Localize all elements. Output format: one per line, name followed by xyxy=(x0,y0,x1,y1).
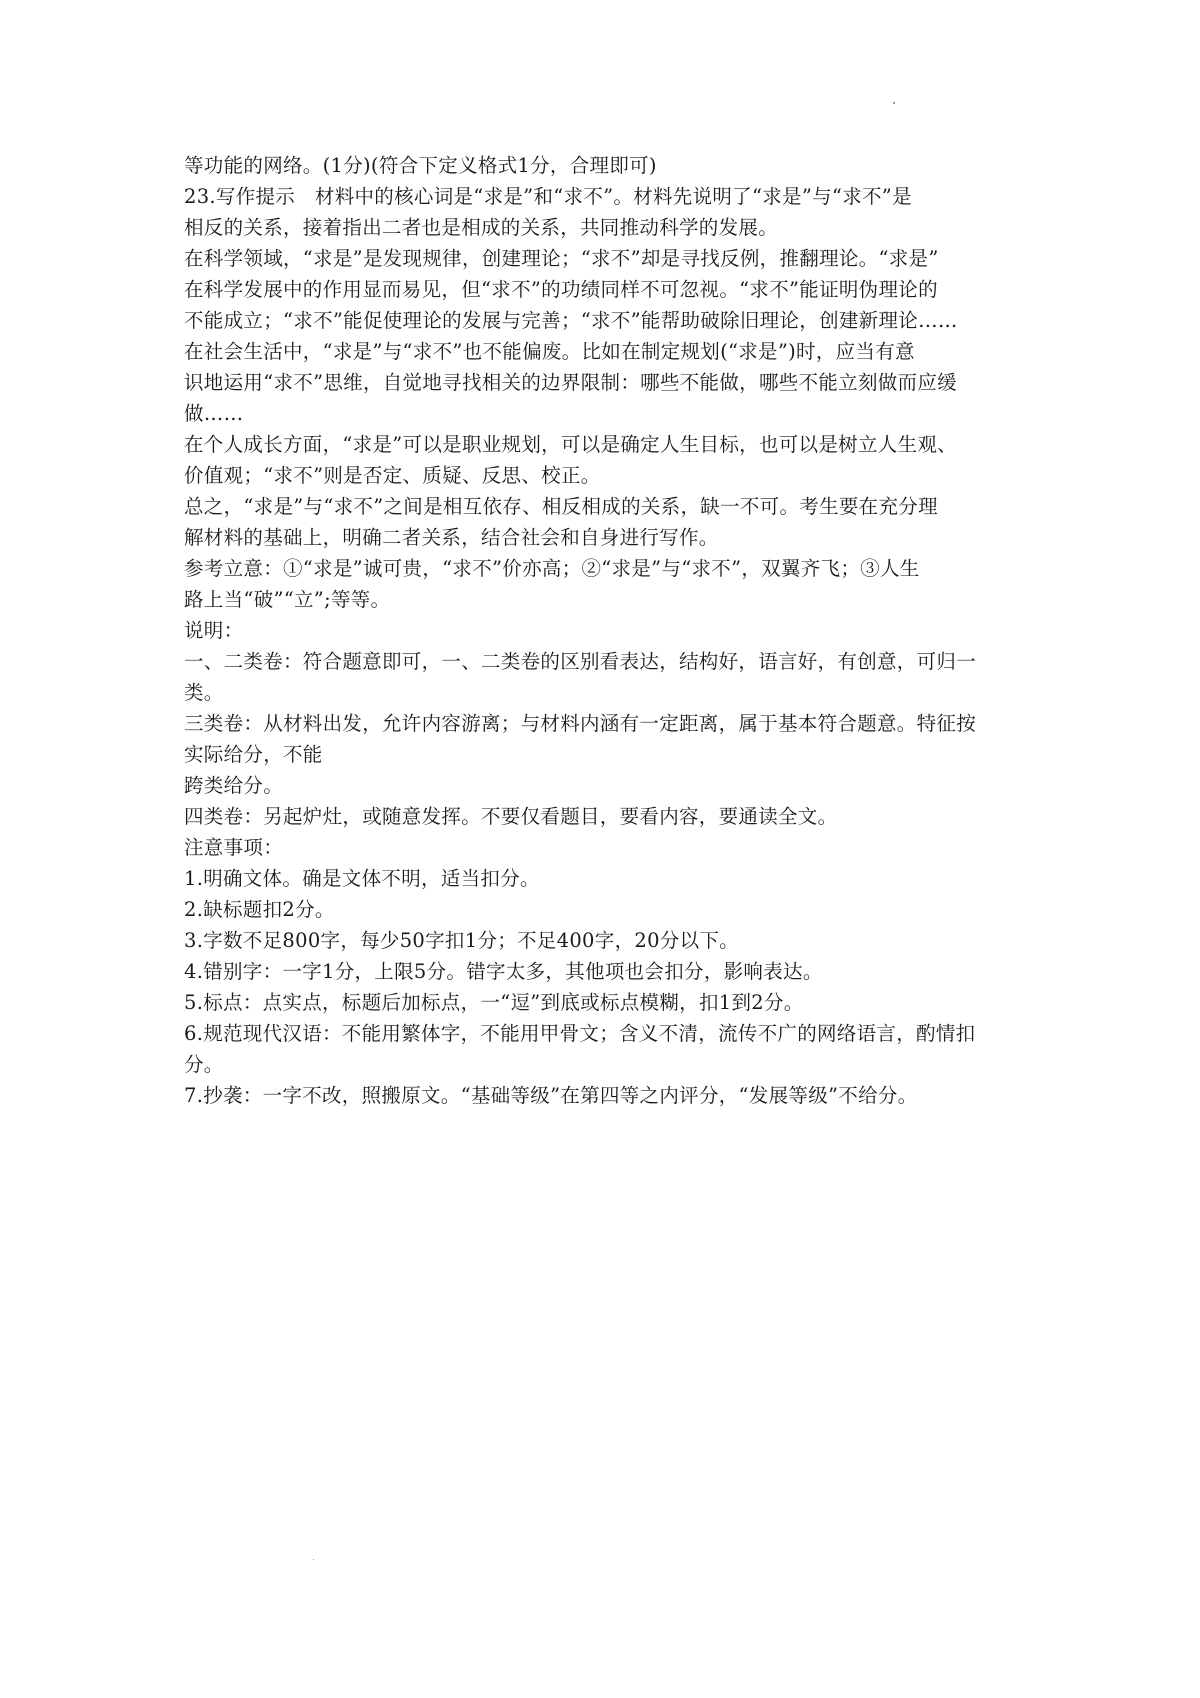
text-line: 注意事项： xyxy=(184,836,284,859)
text-line: 说明： xyxy=(184,619,244,642)
text-line: 解材料的基础上，明确二者关系，结合社会和自身进行写作。 xyxy=(184,526,719,549)
text-line: 6.规范现代汉语：不能用繁体字，不能用甲骨文；含义不清，流传不广的网络语言，酌情扣 xyxy=(184,1022,976,1045)
text-line: 价值观；“求不”则是否定、质疑、反思、校正。 xyxy=(184,464,601,487)
text-line: 在科学发展中的作用显而易见，但“求不”的功绩同样不可忽视。“求不”能证明伪理论的 xyxy=(184,278,938,301)
text-line: 识地运用“求不”思维，自觉地寻找相关的边界限制：哪些不能做，哪些不能立刻做而应缓 xyxy=(184,371,957,394)
text-line: 3.字数不足800字，每少50字扣1分；不足400字，20分以下。 xyxy=(184,929,739,952)
text-line: 路上当“破”“立”;等等。 xyxy=(184,588,391,611)
text-line: 做…… xyxy=(184,402,244,425)
scan-speck xyxy=(893,102,895,104)
text-line: 在社会生活中，“求是”与“求不”也不能偏废。比如在制定规划(“求是”)时，应当有意 xyxy=(184,340,915,363)
document-body xyxy=(184,150,1024,1111)
text-line: 在科学领域，“求是”是发现规律，创建理论；“求不”却是寻找反例，推翻理论。“求是” xyxy=(184,247,939,270)
text-line: 分。 xyxy=(184,1053,224,1076)
text-line: 等功能的网络。(1分)(符合下定义格式1分，合理即可) xyxy=(184,154,657,177)
text-line: 类。 xyxy=(184,681,224,704)
text-line: 在个人成长方面，“求是”可以是职业规划，可以是确定人生目标，也可以是树立人生观、 xyxy=(184,433,957,456)
text-line: 4.错别字：一字1分，上限5分。错字太多，其他项也会扣分，影响表达。 xyxy=(184,960,823,983)
text-line: 相反的关系，接着指出二者也是相成的关系，共同推动科学的发展。 xyxy=(184,216,779,239)
text-line: 一、二类卷：符合题意即可，一、二类卷的区别看表达，结构好，语言好，有创意，可归一 xyxy=(184,650,977,673)
text-line: 23.写作提示 材料中的核心词是“求是”和“求不”。材料先说明了“求是”与“求不”是 xyxy=(184,185,912,208)
text-line: 不能成立；“求不”能促使理论的发展与完善；“求不”能帮助破除旧理论，创建新理论…… xyxy=(184,309,958,332)
text-line: 7.抄袭：一字不改，照搬原文。“基础等级”在第四等之内评分，“发展等级”不给分。 xyxy=(184,1084,918,1107)
text-line: 实际给分，不能 xyxy=(184,743,323,766)
text-line: 2.缺标题扣2分。 xyxy=(184,898,335,921)
text-line: 三类卷：从材料出发，允许内容游离；与材料内涵有一定距离，属于基本符合题意。特征按 xyxy=(184,712,977,735)
text-line: 5.标点：点实点，标题后加标点，一“逗”到底或标点模糊，扣1到2分。 xyxy=(184,991,804,1014)
scan-speck xyxy=(313,1559,314,1560)
text-line: 跨类给分。 xyxy=(184,774,284,797)
text-line: 总之，“求是”与“求不”之间是相互依存、相反相成的关系，缺一不可。考生要在充分理 xyxy=(184,495,938,518)
text-line: 四类卷：另起炉灶，或随意发挥。不要仅看题目，要看内容，要通读全文。 xyxy=(184,805,838,828)
text-line: 1.明确文体。确是文体不明，适当扣分。 xyxy=(184,867,540,890)
text-line: 参考立意：①“求是”诚可贵，“求不”价亦高；②“求是”与“求不”，双翼齐飞；③人生 xyxy=(184,557,920,580)
